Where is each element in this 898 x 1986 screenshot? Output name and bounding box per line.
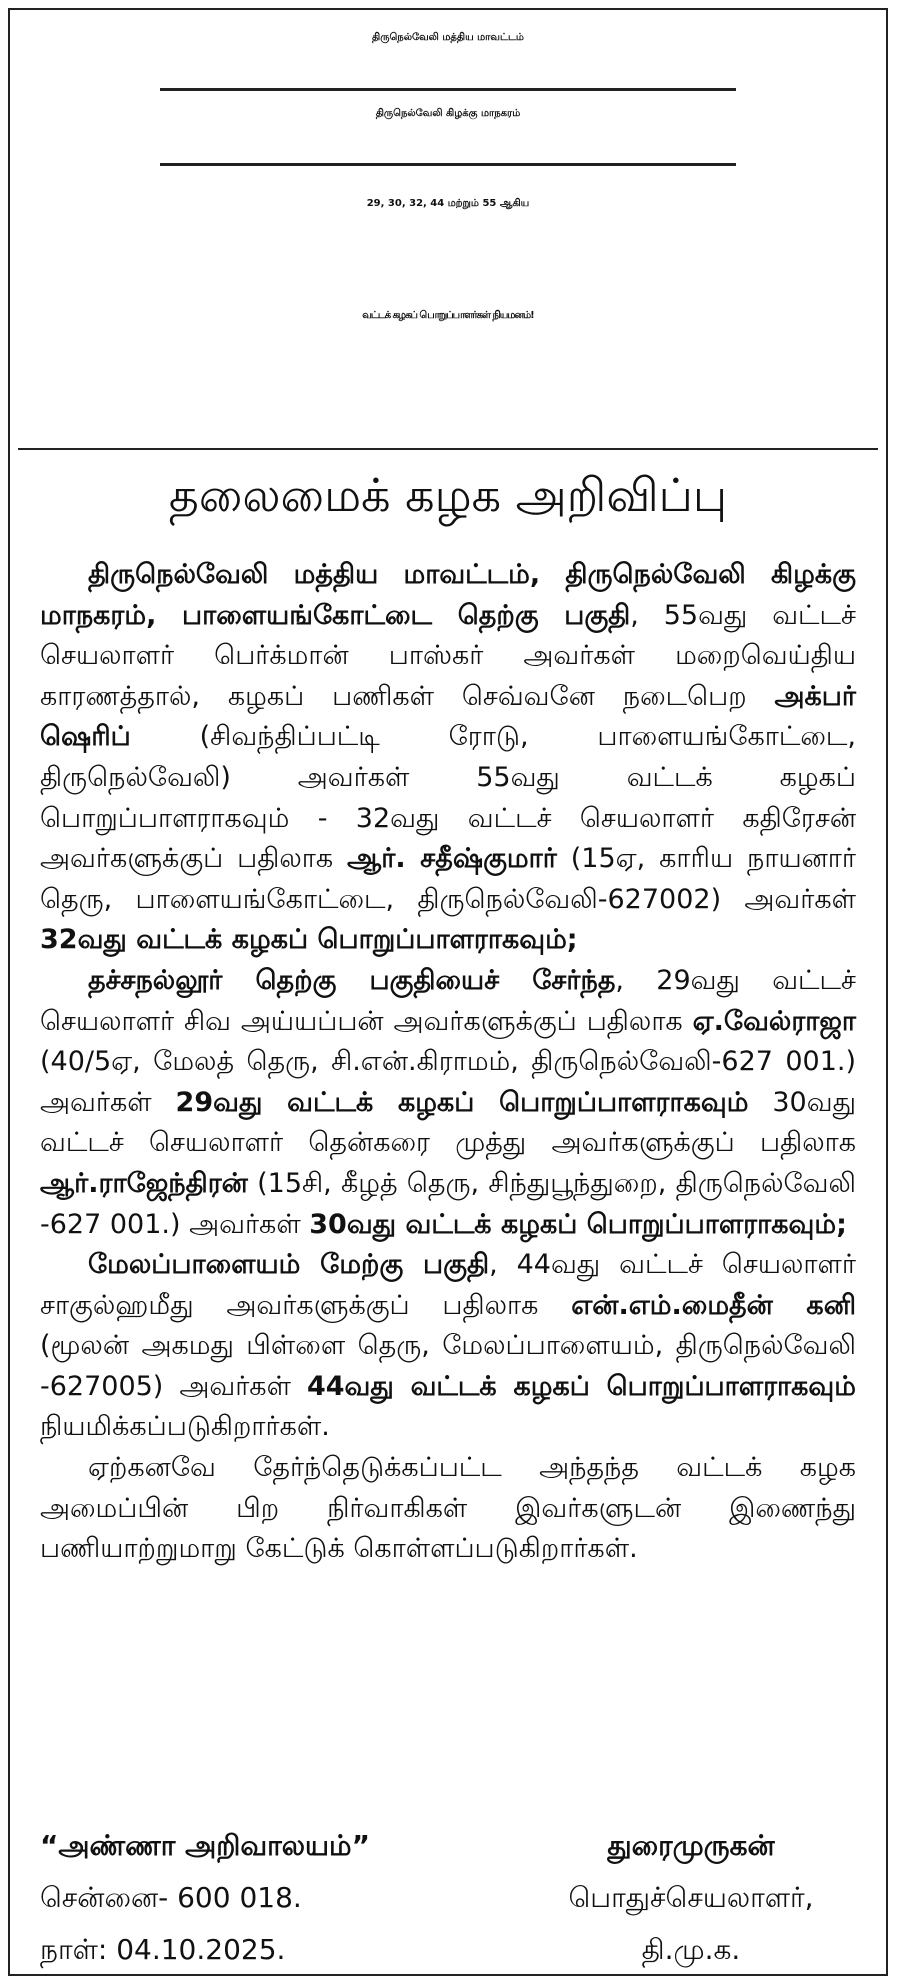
bold-text: 30வது வட்டக் கழகப் பொறுப்பாளராகவும்; [309, 1208, 847, 1240]
notice-body [40, 555, 856, 1570]
paragraph-1 [40, 555, 856, 961]
paragraph-2 [40, 961, 856, 1245]
bold-text: திருநெல்வேலி மத்திய மாவட்டம், திருநெல்வேலி கிழக்கு மாநகரம், பாளையங்கோட்டை தெற்கு பகுதி [40, 559, 856, 631]
bold-text: மேலப்பாளையம் மேற்கு பகுதி [88, 1249, 490, 1281]
bold-text: 29வது வட்டக் கழகப் பொறுப்பாளராகவும் [175, 1086, 749, 1118]
appointee-name: அக்பர் ஷெரிப் [40, 680, 856, 753]
appointee-name: ஏ.வேல்ராஜா [692, 1005, 856, 1037]
body-text: நியமிக்கப்படுகிறார்கள். [40, 1411, 330, 1443]
body-text: (15ஏ, காரிய நாயனார் தெரு, பாளையங்கோட்டை, திருநெல்வேலி-627002) அவர்கள் [40, 843, 856, 915]
signatory-designation: பொதுச்செயலாளர், [568, 1881, 814, 1914]
body-text: (40/5ஏ, மேலத் தெரு, சி.என்.கிராமம், திருநெல்வேலி-627 001.) அவர்கள் [40, 1046, 856, 1118]
body-text: (மூலன் அகமது பிள்ளை தெரு, மேலப்பாளையம், திருநெல்வேலி -627005) அவர்கள் [40, 1330, 856, 1402]
notice-date: நாள்: 04.10.2025. [40, 1933, 286, 1966]
party-name: தி.மு.க. [641, 1933, 741, 1966]
appointee-name: என்.எம்.மைதீன் கனி [571, 1289, 856, 1321]
body-text: (15சி, கீழத் தெரு, சிந்துபூந்துறை, திருநெல்வேலி -627 001.) அவர்கள் [40, 1167, 856, 1240]
headline-line-1: 29, 30, 32, 44 மற்றும் 55 ஆகிய [366, 198, 530, 209]
district-title: திருநெல்வேலி மத்திய மாவட்டம் [372, 32, 524, 43]
headline-line-2: வட்டக் கழகப் பொறுப்பாளர்கள் நியமனம்! [362, 310, 534, 321]
notice-header [10, 10, 886, 448]
body-text: , 29வது வட்டச் செயலாளர் சிவ அய்யப்பன் அவர்களுக்குப் பதிலாக [40, 964, 856, 1037]
title-underline [160, 88, 736, 91]
city-underline [160, 163, 736, 166]
paragraph-4 [40, 1448, 856, 1570]
bold-text: 32வது வட்டக் கழகப் பொறுப்பாளராகவும்; [40, 924, 578, 956]
signatory-name: துரைமுருகன் [607, 1829, 775, 1862]
announcement-subheading: தலைமைக் கழக அறிவிப்பு [168, 468, 728, 522]
body-text: 30வது வட்டச் செயலாளர் தென்கரை முத்து அவர்களுக்குப் பதிலாக [40, 1086, 856, 1159]
paragraph-3 [40, 1245, 856, 1448]
bold-text: 44வது வட்டக் கழகப் பொறுப்பாளராகவும் [306, 1370, 856, 1402]
notice-frame [8, 8, 888, 1976]
body-text: , 55வது வட்டச் செயலாளர் பெர்க்மான் பாஸ்கர் அவர்கள் மறைவெய்திய காரணத்தால், கழகப் பணிகள் செவ்வனே நடைபெற [40, 599, 856, 712]
bold-text: தச்சநல்லூர் தெற்கு பகுதியைச் சேர்ந்த [88, 964, 616, 996]
header-divider [18, 448, 878, 450]
body-text: ஏற்கனவே தேர்ந்தெடுக்கப்பட்ட அந்தந்த வட்டக் கழக அமைப்பின் பிற நிர்வாகிகள் இவர்களுடன் இணைந்து பணியாற்றுமாறு கேட்டுக் கொள்ளப்படுகிறார்கள். [40, 1452, 856, 1565]
office-name: “அண்ணா அறிவாலயம்” [40, 1829, 370, 1862]
office-city: சென்னை- 600 018. [40, 1881, 302, 1914]
body-text: (சிவந்திப்பட்டி ரோடு, பாளையங்கோட்டை, திருநெல்வேலி) அவர்கள் 55வது வட்டக் கழகப் பொறுப்பாளராகவும் - 32வது வட்டச் செயலாளர் கதிரேசன் அவர்களுக்குப் பதிலாக [40, 721, 856, 875]
appointee-name: ஆர். சதீஷ்குமார் [347, 843, 557, 875]
body-text: , 44வது வட்டச் செயலாளர் சாகுல்ஹமீது அவர்களுக்குப் பதிலாக [40, 1249, 856, 1321]
appointee-name: ஆர்.ராஜேந்திரன் [40, 1167, 248, 1199]
city-title: திருநெல்வேலி கிழக்கு மாநகரம் [375, 108, 521, 119]
